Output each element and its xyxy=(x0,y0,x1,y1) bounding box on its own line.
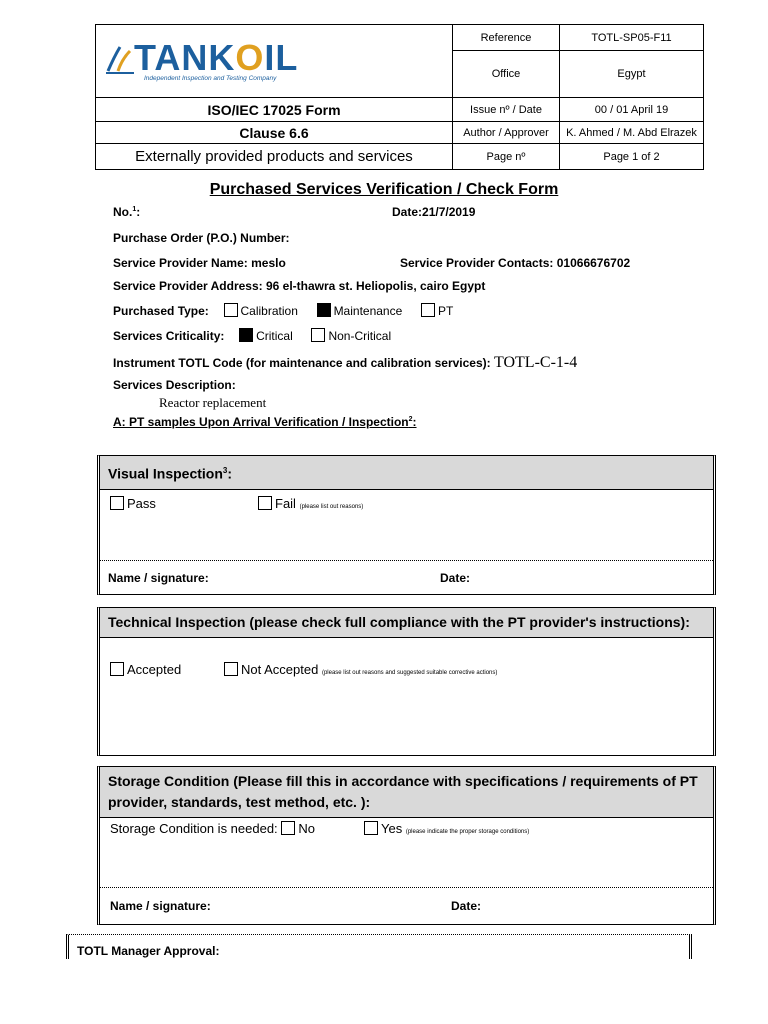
provider-name-field: Service Provider Name: meslo xyxy=(113,256,286,270)
storage-yes-checkbox[interactable] xyxy=(364,821,378,835)
storage-date-label: Date: xyxy=(451,899,482,913)
visual-date-label: Date: xyxy=(440,571,471,585)
logo-cell xyxy=(96,25,453,98)
pass-option: Pass xyxy=(110,496,156,511)
divider xyxy=(100,560,713,561)
approval-row xyxy=(66,934,692,959)
office-label: Office xyxy=(453,51,560,98)
issue-label: Issue nº / Date xyxy=(453,98,560,122)
fail-checkbox[interactable] xyxy=(258,496,272,510)
form-name: ISO/IEC 17025 Form xyxy=(96,98,453,122)
pass-checkbox[interactable] xyxy=(110,496,124,510)
maintenance-checkbox[interactable] xyxy=(317,303,331,317)
criticality-field: Services Criticality: Critical Non-Critical xyxy=(113,329,392,343)
logo-text: TANKOIL xyxy=(134,37,299,78)
accepted-option: Accepted xyxy=(110,662,181,677)
no-field: No.$^1$: xyxy=(113,205,141,219)
noncritical-checkbox[interactable] xyxy=(311,328,325,342)
description-label: Services Description: xyxy=(113,378,236,392)
page-label: Page nº xyxy=(453,144,560,170)
reference-label: Reference xyxy=(453,25,560,51)
storage-condition-title: Storage Condition (Please fill this in accordance with specifications / requirements of PT provider, standards, test method, etc. ): xyxy=(100,767,713,818)
not-accepted-option: Not Accepted (please list out reasons and suggested suitable corrective actions) xyxy=(224,662,497,677)
storage-name-label: Name / signature: xyxy=(110,899,211,913)
reference-value: TOTL-SP05-F11 xyxy=(560,25,704,51)
provider-contacts-field: Service Provider Contacts: 01066676702 xyxy=(400,256,631,270)
visual-name-label: Name / signature: xyxy=(108,571,209,585)
accepted-checkbox[interactable] xyxy=(110,662,124,676)
storage-no-checkbox[interactable] xyxy=(281,821,295,835)
author-value: K. Ahmed / M. Abd Elrazek xyxy=(560,122,704,144)
critical-checkbox[interactable] xyxy=(239,328,253,342)
visual-inspection-title: Visual Inspection$^3$: xyxy=(100,456,713,490)
pt-checkbox[interactable] xyxy=(421,303,435,317)
fail-option: Fail (please list out reasons) xyxy=(258,496,363,511)
logo-tagline: Independent Inspection and Testing Company xyxy=(144,75,277,82)
logo-icon xyxy=(104,45,138,75)
section-a-heading: A: PT samples Upon Arrival Verification / Inspection$^2$: xyxy=(113,415,417,429)
author-label: Author / Approver xyxy=(453,122,560,144)
clause: Clause 6.6 xyxy=(96,122,453,144)
calibration-checkbox[interactable] xyxy=(224,303,238,317)
page-value: Page 1 of 2 xyxy=(560,144,704,170)
visual-inspection-box xyxy=(97,455,716,595)
storage-condition-box xyxy=(97,766,716,925)
section-title: Externally provided products and services xyxy=(96,144,453,170)
po-field: Purchase Order (P.O.) Number: xyxy=(113,231,290,245)
not-accepted-checkbox[interactable] xyxy=(224,662,238,676)
form-title: Purchased Services Verification / Check Form xyxy=(209,181,559,198)
issue-value: 00 / 01 April 19 xyxy=(560,98,704,122)
technical-inspection-title: Technical Inspection (please check full compliance with the PT provider's instructions): xyxy=(100,608,713,638)
description-value: Reactor replacement xyxy=(159,395,267,410)
date-field: Date:21/7/2019 xyxy=(392,205,476,219)
office-value: Egypt xyxy=(560,51,704,98)
purchased-type-field: Purchased Type: Calibration Maintenance PT xyxy=(113,304,454,318)
approval-label: TOTL Manager Approval: xyxy=(77,944,220,958)
header-table xyxy=(95,24,704,170)
divider xyxy=(100,887,713,888)
instrument-field: Instrument TOTL Code (for maintenance and calibration services): TOTL-C-1-4 xyxy=(113,354,578,371)
storage-needed-field: Storage Condition is needed: No xyxy=(110,821,315,836)
provider-address-field: Service Provider Address: 96 el-thawra st. Heliopolis, cairo Egypt xyxy=(113,279,486,293)
storage-yes-option: Yes (please indicate the proper storage conditions) xyxy=(364,821,529,836)
technical-inspection-box xyxy=(97,607,716,756)
